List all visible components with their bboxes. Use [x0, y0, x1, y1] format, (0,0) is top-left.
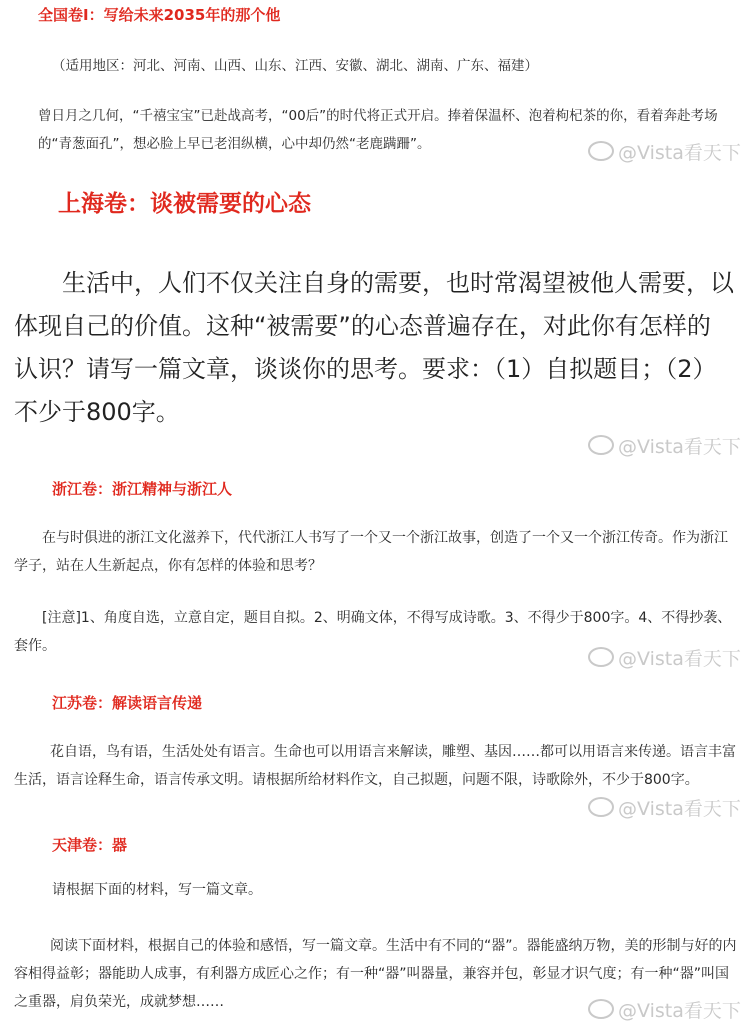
shanghai-body: 生活中，人们不仅关注自身的需要，也时常渴望被他人需要，以体现自己的价值。这种“被需要”的心态普遍存在，对此你有怎样的认识？请写一篇文章，谈谈你的思考。要求：（1）自拟题目；（2）不少于800字。 [14, 269, 734, 426]
watermark [588, 996, 741, 1023]
tianjin-title: 天津卷：器 [52, 836, 128, 854]
tianjin-body: 阅读下面材料，根据自己的体验和感悟，写一篇文章。生活中有不同的“器”。器能盛纳万物，美的形制与好的内容相得益彰；器能助人成事，有利器方成匠心之作；有一种“器”叫器量，兼容并包，彰显才识气度；有一种“器”叫国之重器，肩负荣光，成就梦想…… [14, 938, 737, 1010]
weibo-icon [588, 435, 614, 455]
jiangsu-body: 花自语，鸟有语，生活处处有语言。生命也可以用语言来解读，雕塑、基因……都可以用语言来传递。语言丰富生活，语言诠释生命，语言传承文明。请根据所给材料作文，自己拟题，问题不限，诗歌除外，不少于800字。 [14, 744, 736, 788]
watermark [588, 644, 741, 671]
watermark [588, 138, 741, 165]
national-1-title: 全国卷Ⅰ：写给未来2035年的那个他 [38, 6, 281, 24]
watermark [588, 794, 741, 821]
watermark-text: @Vista看天下 [618, 798, 741, 820]
zhejiang-body: 在与时俱进的浙江文化滋养下，代代浙江人书写了一个又一个浙江故事，创造了一个又一个浙江传奇。作为浙江学子，站在人生新起点，你有怎样的体验和思考？ [14, 530, 728, 574]
watermark-text: @Vista看天下 [618, 436, 741, 458]
watermark-text: @Vista看天下 [618, 142, 741, 164]
tianjin-intro: 请根据下面的材料，写一篇文章。 [52, 882, 262, 898]
shanghai-title: 上海卷：谈被需要的心态 [58, 191, 311, 217]
weibo-icon [588, 647, 614, 667]
weibo-icon [588, 797, 614, 817]
watermark-text: @Vista看天下 [618, 1000, 741, 1022]
national-1-body: 曾日月之几何，“千禧宝宝”已赴战高考，“00后”的时代将正式开启。捧着保温杯、泡着枸杞茶的你，看着奔赴考场的“青葱面孔”，想必脸上早已老泪纵横，心中却仍然“老鹿蹒跚”。 [38, 108, 718, 152]
jiangsu-title: 江苏卷：解读语言传递 [52, 694, 203, 712]
weibo-icon [588, 141, 614, 161]
weibo-icon [588, 999, 614, 1019]
watermark-text: @Vista看天下 [618, 648, 741, 670]
national-1-regions: （适用地区：河北、河南、山西、山东、江西、安徽、湖北、湖南、广东、福建） [52, 58, 538, 74]
watermark [588, 432, 741, 459]
zhejiang-notes: [注意]1、角度自选，立意自定，题目自拟。2、明确文体，不得写成诗歌。3、不得少于800字。4、不得抄袭、套作。 [14, 610, 732, 654]
zhejiang-title: 浙江卷：浙江精神与浙江人 [52, 480, 233, 498]
